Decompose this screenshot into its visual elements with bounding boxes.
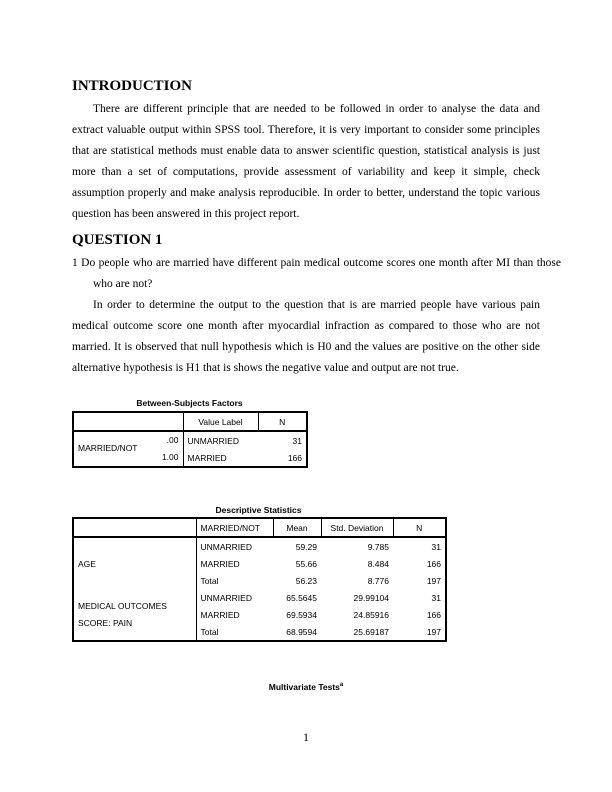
mean-cell: 68.9594 (273, 623, 321, 641)
variable-name-line: SCORE: PAIN (78, 617, 133, 628)
n-cell: 31 (393, 589, 446, 606)
n-cell: 197 (393, 623, 446, 641)
intro-heading: INTRODUCTION (72, 78, 193, 94)
group-label: UNMARRIED (196, 537, 273, 555)
n-cell: 166 (393, 606, 446, 623)
column-header: MARRIED/NOT (196, 518, 273, 537)
group-label: MARRIED (200, 609, 240, 620)
column-header: N (258, 412, 307, 431)
value-label: MARRIED (183, 449, 258, 467)
between-subjects-title: Between-Subjects Factors (136, 398, 243, 408)
factor-code: 1.00 (161, 452, 179, 462)
mean-cell: 56.23 (295, 575, 317, 586)
page-number: 1 (303, 730, 309, 744)
count-cell: 166 (258, 449, 307, 467)
sd-cell: 25.69187 (321, 623, 393, 641)
count-cell: 31 (258, 431, 307, 449)
table-row (73, 537, 446, 555)
n-cell: 31 (393, 537, 446, 555)
mean-cell: 65.5645 (286, 592, 317, 603)
variable-name: AGE (73, 537, 196, 589)
mean-cell: 69.5934 (286, 609, 317, 620)
intro-paragraph: There are different principle that are needed to be followed in order to analyse the data and extract valuable output within SPSS tool. Therefore, it is very important to consider some principles that are statistical methods must enable data to answer scientific question, statistical analysis is just more than a set of computations, provide assessment of variability and keep it simple, check assumption properly and make analysis reproducible. In order to better, understand the topic various question has been answered in this project report. (72, 103, 540, 220)
variable-name-line: MEDICAL OUTCOMES (78, 600, 167, 611)
sd-cell: 29.99104 (353, 592, 389, 603)
column-header: Mean (273, 518, 321, 537)
n-cell: 166 (393, 555, 446, 572)
factor-name: MARRIED/NOT (78, 443, 138, 453)
group-label: UNMARRIED (200, 592, 252, 603)
multivariate-superscript: a (339, 682, 344, 689)
table-header-row (73, 518, 446, 537)
sd-cell: 8.776 (367, 575, 389, 586)
question1-text: 1 Do people who are married have different pain medical outcome scores one month after MI than those who are not? (72, 257, 561, 290)
multivariate-title-text: Multivariate Tests (268, 682, 340, 692)
descriptive-table (72, 517, 447, 642)
n-cell: 197 (393, 572, 446, 589)
question1-answer: In order to determine the output to the question that is are married people have various pain medical outcome score one month after myocardial infraction as compared to those who are not married. It is observed that null hypothesis which is H0 and the values are positive on the other side alternative hypothesis is H1 that is shows the negative value and output are not true. (72, 299, 540, 374)
column-header: N (393, 518, 446, 537)
sd-cell: 9.785 (321, 537, 393, 555)
multivariate-title (72, 682, 540, 692)
mean-cell: 59.29 (273, 537, 321, 555)
value-label: UNMARRIED (183, 431, 258, 449)
mean-cell: 55.66 (295, 558, 317, 569)
group-label: MARRIED (200, 558, 240, 569)
group-label: Total (196, 623, 273, 641)
between-subjects-table (72, 411, 308, 468)
factor-code: .00 (166, 435, 179, 445)
column-header: Value Label (183, 412, 258, 431)
sd-cell: 24.85916 (353, 609, 389, 620)
descriptive-title: Descriptive Statistics (215, 505, 302, 515)
table-row (73, 449, 307, 467)
column-header: Std. Deviation (321, 518, 393, 537)
group-label: Total (200, 575, 219, 586)
question1-heading: QUESTION 1 (72, 232, 163, 248)
table-row (73, 589, 446, 606)
sd-cell: 8.484 (367, 558, 389, 569)
table-header-row (73, 412, 307, 431)
variable-name (73, 589, 196, 641)
